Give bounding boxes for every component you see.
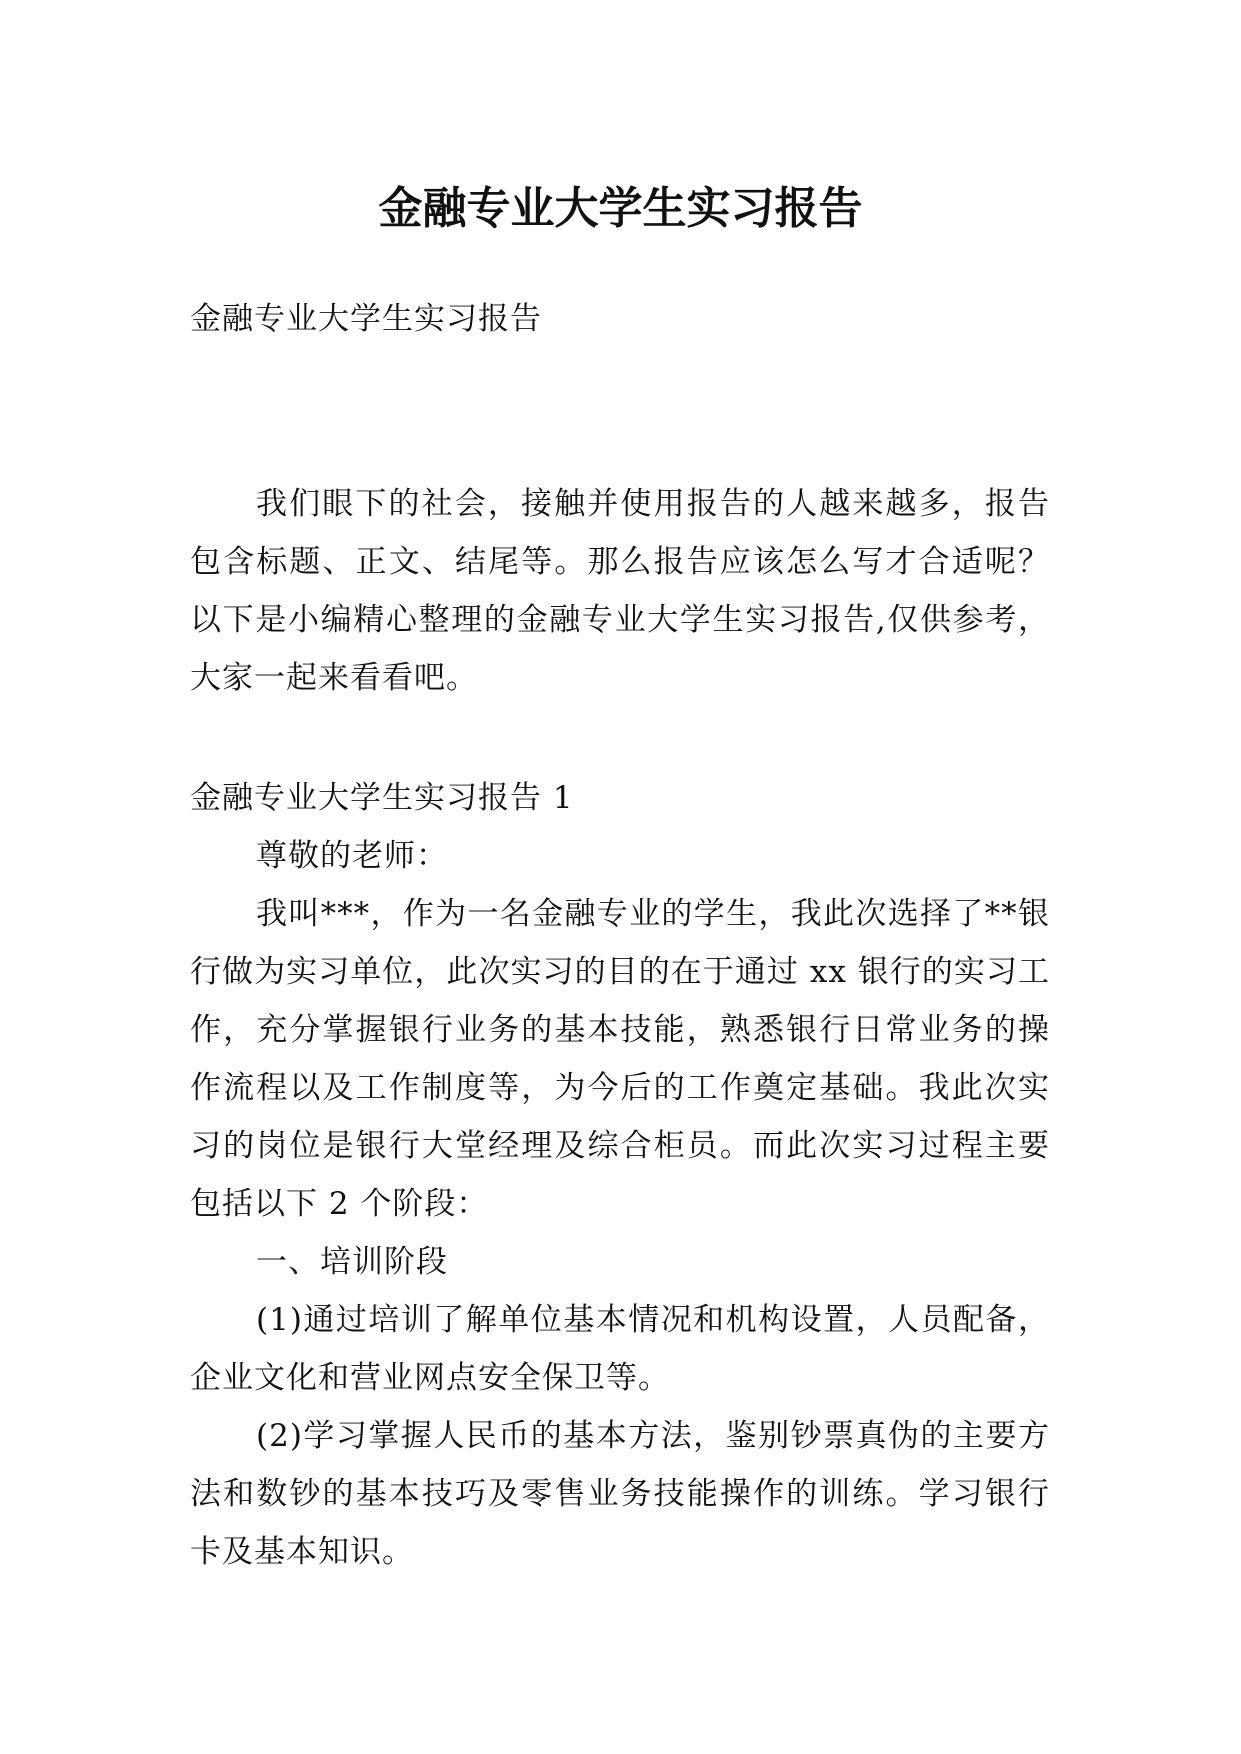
list-item-training-2: (2)学习掌握人民币的基本方法，鉴别钞票真伪的主要方法和数钞的基本技巧及零售业务技能操作的训练。学习银行卡及基本知识。 [190, 1418, 1050, 1570]
document-title: 金融专业大学生实习报告 [378, 183, 863, 235]
document-subtitle: 金融专业大学生实习报告 [190, 301, 542, 337]
section-heading: 金融专业大学生实习报告 1 [190, 780, 574, 816]
salutation: 尊敬的老师： [256, 838, 448, 874]
stage-heading: 一、培训阶段 [256, 1244, 448, 1280]
intro-paragraph: 我们眼下的社会，接触并使用报告的人越来越多，报告包含标题、正文、结尾等。那么报告应该怎么写才合适呢？以下是小编精心整理的金融专业大学生实习报告,仅供参考，大家一起来看看吧。 [190, 486, 1050, 696]
document-body [190, 290, 1050, 1581]
list-item-training-1: (1)通过培训了解单位基本情况和机构设置，人员配备，企业文化和营业网点安全保卫等。 [190, 1302, 1050, 1396]
body-paragraph: 我叫***，作为一名金融专业的学生，我此次选择了**银行做为实习单位，此次实习的目的在于通过 xx 银行的实习工作，充分掌握银行业务的基本技能，熟悉银行日常业务的操作流程以及工作制度等，为今后的工作奠定基础。我此次实习的岗位是银行大堂经理及综合柜员。而此次实习过程主要包括以下 2 个阶段： [190, 896, 1050, 1222]
